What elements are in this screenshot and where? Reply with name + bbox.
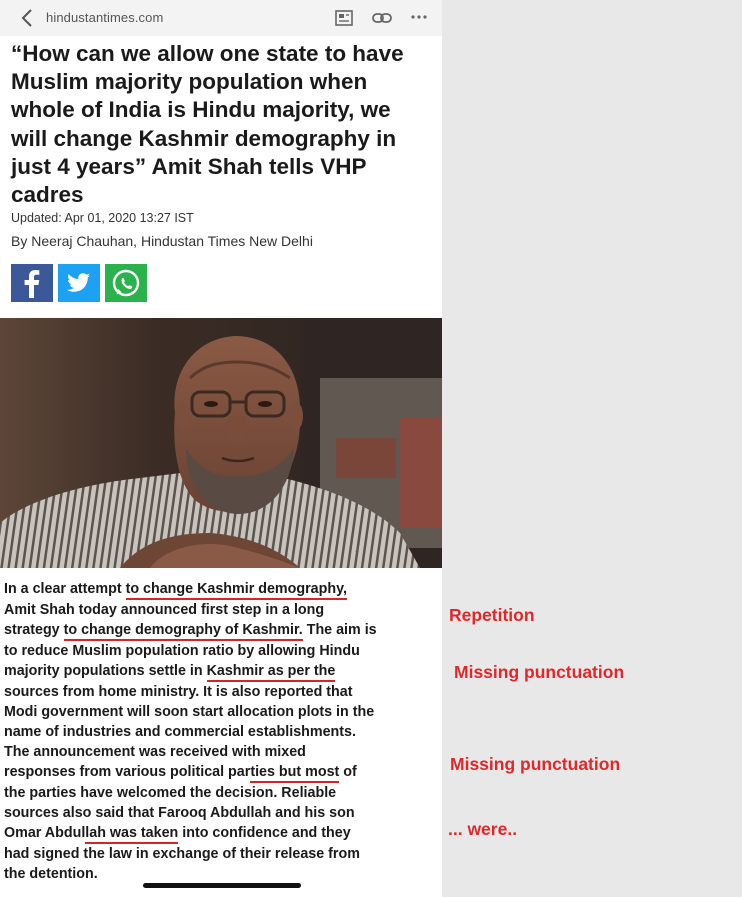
- body-line: Amit Shah today announced first step in a long: [4, 602, 325, 618]
- article-headline: “How can we allow one state to have Muslim majority population when whole of India is Hindu majority, we will change Kashmir demography in just 4 years” Amit Shah tells VHP cadres: [11, 41, 404, 208]
- underlined-text: Kashmir as per the: [207, 662, 336, 682]
- home-indicator[interactable]: [143, 883, 301, 888]
- url-text[interactable]: hindustantimes.com: [46, 10, 164, 25]
- twitter-share-button[interactable]: [58, 264, 100, 302]
- back-arrow-icon[interactable]: [20, 8, 34, 28]
- whatsapp-icon: [105, 264, 147, 302]
- body-line: name of industries and commercial establishments.: [4, 724, 356, 740]
- underlined-text: lah was taken: [85, 824, 178, 844]
- underlined-text: to change demography of Kashmir.: [64, 621, 303, 641]
- link-icon[interactable]: [371, 8, 393, 28]
- body-line: [4, 620, 442, 641]
- body-line: [4, 823, 442, 844]
- body-line: [4, 762, 442, 783]
- annotation-missing-punctuation: Missing punctuation: [454, 662, 625, 682]
- article-photo-image: [0, 318, 442, 568]
- body-line: sources from home ministry. It is also reported that: [4, 684, 353, 700]
- body-line: to reduce Muslim population ratio by allowing Hindu: [4, 643, 360, 659]
- body-text: of: [339, 764, 357, 780]
- body-text: majority populations settle in: [4, 663, 207, 679]
- updated-timestamp: Updated: Apr 01, 2020 13:27 IST: [11, 211, 194, 225]
- body-line: [4, 579, 442, 600]
- body-text: responses from various political par: [4, 764, 251, 780]
- reader-mode-icon[interactable]: [334, 8, 354, 28]
- underlined-text: to change Kashmir demography,: [126, 580, 347, 600]
- body-text: In a clear attempt: [4, 581, 126, 597]
- annotation-repetition: Repetition: [449, 605, 535, 625]
- body-line: The announcement was received with mixed: [4, 744, 306, 760]
- facebook-share-button[interactable]: [11, 264, 53, 302]
- body-line: the detention.: [4, 866, 98, 882]
- annotation-were: ... were..: [448, 819, 518, 839]
- article-photo: [0, 318, 442, 568]
- author-byline: By Neeraj Chauhan, Hindustan Times New Delhi: [11, 233, 313, 249]
- body-text: Omar Abdul: [4, 825, 86, 841]
- browser-address-bar: [0, 0, 442, 36]
- annotation-missing-punctuation: Missing punctuation: [450, 754, 621, 774]
- body-line: the parties have welcomed the decision. Reliable: [4, 785, 337, 801]
- facebook-icon: [11, 264, 53, 302]
- twitter-icon: [58, 264, 100, 302]
- body-line: sources also said that Farooq Abdullah and his son: [4, 805, 355, 821]
- whatsapp-share-button[interactable]: [105, 264, 147, 302]
- body-text: strategy: [4, 622, 64, 638]
- body-text: into confidence and they: [178, 825, 351, 841]
- more-icon[interactable]: [410, 8, 428, 28]
- underlined-text: ties but most: [250, 763, 339, 783]
- body-line: Modi government will soon start allocation plots in the: [4, 704, 375, 720]
- article-body: [4, 579, 442, 884]
- body-line: had signed the law in exchange of their release from: [4, 846, 360, 862]
- body-text: The aim is: [302, 622, 377, 638]
- body-line: [4, 661, 442, 682]
